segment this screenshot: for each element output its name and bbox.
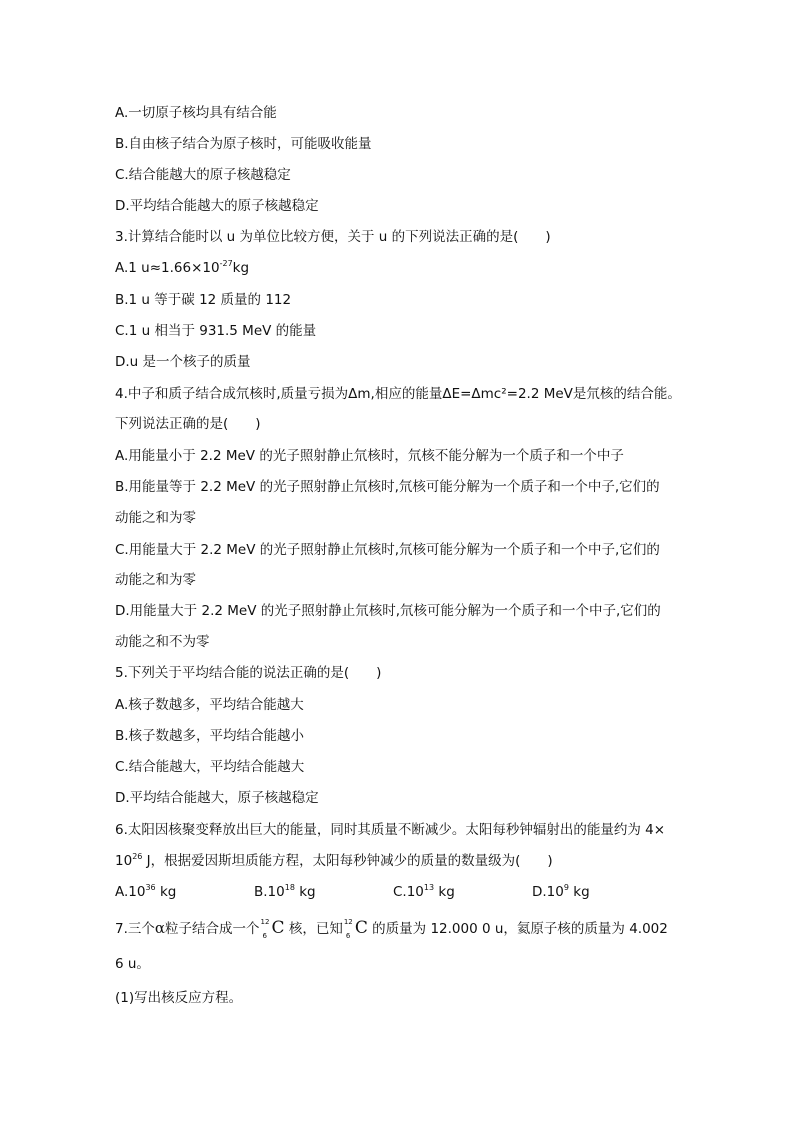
mass-number: 12	[260, 918, 270, 926]
q7-text-3: 核，已知	[284, 921, 343, 937]
carbon-symbol-2: C	[354, 918, 368, 938]
q6-option-b-prefix: B.10	[254, 884, 285, 900]
q4-option-a: A.用能量小于 2.2 MeV 的光子照射静止氘核时，氘核不能分解为一个质子和一个中子	[115, 448, 624, 464]
q7-stem-line1	[115, 916, 668, 941]
q7-text-2: 粒子结合成一个	[165, 921, 260, 937]
q7-text-1: 7.三个	[115, 921, 155, 937]
q3-option-b: B.1 u 等于碳 12 质量的 112	[115, 292, 292, 308]
carbon-nuclide-notation	[260, 919, 272, 939]
q6-option-d-prefix: D.10	[532, 884, 564, 900]
carbon-symbol: C	[271, 918, 285, 938]
carbon-nuclide-notation-2	[343, 919, 355, 939]
q6-stem-base: 10	[115, 853, 133, 869]
q3-option-a-unit: kg	[232, 260, 250, 276]
q6-option-c-prefix: C.10	[393, 884, 424, 900]
q6-option-c	[393, 882, 455, 902]
q6-stem-line1: 6.太阳因核聚变释放出巨大的能量，同时其质量不断减少。太阳每秒钟辐射出的能量约为 4×	[115, 822, 666, 838]
q7-part-1: (1)写出核反应方程。	[115, 990, 243, 1006]
q5-option-c: C.结合能越大，平均结合能越大	[115, 759, 305, 775]
q3-option-a-exponent: -27	[219, 259, 233, 268]
q6-option-d-unit: kg	[568, 884, 590, 900]
q6-option-a-unit: kg	[155, 884, 177, 900]
q4-option-d-line2: 动能之和不为零	[115, 634, 210, 650]
q2-option-a: A.一切原子核均具有结合能	[115, 105, 277, 121]
q5-stem: 5.下列关于平均结合能的说法正确的是( )	[115, 665, 382, 681]
q5-option-a: A.核子数越多，平均结合能越大	[115, 697, 304, 713]
alpha-symbol: α	[154, 919, 166, 937]
q2-option-d: D.平均结合能越大的原子核越稳定	[115, 198, 319, 214]
q7-text-4: 的质量为 12.000 0 u，氦原子核的质量为 4.002	[367, 921, 668, 937]
q6-option-b-exponent: 18	[284, 883, 295, 892]
q6-option-b	[254, 882, 316, 902]
q6-option-c-exponent: 13	[423, 883, 435, 892]
q4-option-c-line2: 动能之和为零	[115, 572, 196, 588]
q6-stem-exponent: 26	[132, 852, 143, 861]
q4-stem-line2: 下列说法正确的是( )	[115, 416, 261, 432]
q6-option-d-exponent: 9	[563, 883, 569, 892]
q6-options-row	[115, 882, 615, 902]
q6-stem-line2	[115, 851, 553, 871]
atomic-number: 6	[262, 932, 267, 940]
q6-option-a-prefix: A.10	[115, 884, 146, 900]
q3-option-a	[115, 258, 249, 278]
q2-option-c: C.结合能越大的原子核越稳定	[115, 167, 291, 183]
q4-option-c-line1: C.用能量大于 2.2 MeV 的光子照射静止氘核时,氘核可能分解为一个质子和一个中子,它们的	[115, 542, 660, 558]
q4-stem-line1: 4.中子和质子结合成氘核时,质量亏损为Δm,相应的能量ΔE=Δmc²=2.2 MeV是氘核的结合能。	[115, 386, 681, 402]
q4-option-d-line1: D.用能量大于 2.2 MeV 的光子照射静止氘核时,氘核可能分解为一个质子和一个中子,它们的	[115, 603, 661, 619]
q4-option-b-line2: 动能之和为零	[115, 510, 196, 526]
q3-option-a-prefix: A.1 u≈1.66×10	[115, 260, 220, 276]
q6-option-a-exponent: 36	[145, 883, 156, 892]
q6-stem-rest: J，根据爱因斯坦质能方程，太阳每秒钟减少的质量的数量级为( )	[142, 853, 553, 869]
mass-number-2: 12	[343, 918, 353, 926]
q6-option-b-unit: kg	[294, 884, 316, 900]
q5-option-d: D.平均结合能越大，原子核越稳定	[115, 790, 319, 806]
atomic-number-2: 6	[345, 932, 351, 940]
q3-option-c: C.1 u 相当于 931.5 MeV 的能量	[115, 323, 317, 339]
q2-option-b: B.自由核子结合为原子核时，可能吸收能量	[115, 136, 372, 152]
q3-option-d: D.u 是一个核子的质量	[115, 354, 251, 370]
q7-stem-line2: 6 u。	[115, 956, 150, 972]
q6-option-a	[115, 882, 176, 902]
q4-option-b-line1: B.用能量等于 2.2 MeV 的光子照射静止氘核时,氘核可能分解为一个质子和一个中子,它们的	[115, 479, 660, 495]
q6-option-d	[532, 882, 590, 902]
q3-stem: 3.计算结合能时以 u 为单位比较方便，关于 u 的下列说法正确的是( )	[115, 229, 551, 245]
q6-option-c-unit: kg	[434, 884, 455, 900]
q5-option-b: B.核子数越多，平均结合能越小	[115, 728, 305, 744]
